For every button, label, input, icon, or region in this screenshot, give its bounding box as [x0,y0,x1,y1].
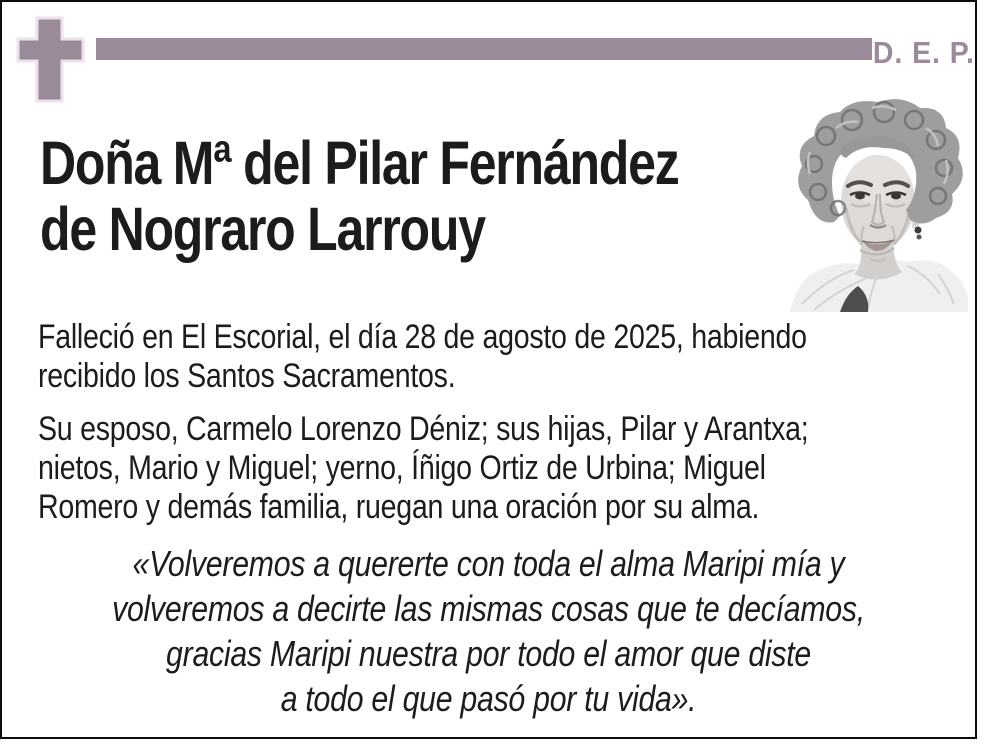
death-notice-paragraph [38,318,807,396]
memorial-quote [80,541,897,721]
family-paragraph [38,410,808,527]
death-line-1: Falleció en El Escorial, el día 28 de agosto de 2025, habiendo [38,318,807,356]
deceased-name-line-2: de Nograro Larrouy [40,195,485,263]
dep-label: D. E. P. [873,35,975,70]
header-rule-bar [96,38,872,60]
deceased-name [40,130,678,262]
christian-cross-icon [15,13,86,105]
family-line-1: Su esposo, Carmelo Lorenzo Déniz; sus hijas, Pilar y Arantxa; [38,410,809,448]
family-line-3: Romero y demás familia, ruegan una oración por su alma. [38,488,760,526]
deceased-name-line-1: Doña Mª del Pilar Fernández [40,129,679,197]
family-line-2: nietos, Mario y Miguel; yerno, Íñigo Ortiz de Urbina; Miguel [38,449,766,487]
quote-line-2: volveremos a decirte las mismas cosas que te decíamos, [112,588,865,629]
quote-line-1: «Volveremos a quererte con toda el alma Maripi mía y [132,543,845,584]
death-line-2: recibido los Santos Sacramentos. [38,357,456,395]
quote-line-3: gracias Maripi nuestra por todo el amor que diste [166,633,811,674]
quote-line-4: a todo el que pasó por tu vida». [280,678,697,719]
deceased-portrait-photo [788,98,970,312]
